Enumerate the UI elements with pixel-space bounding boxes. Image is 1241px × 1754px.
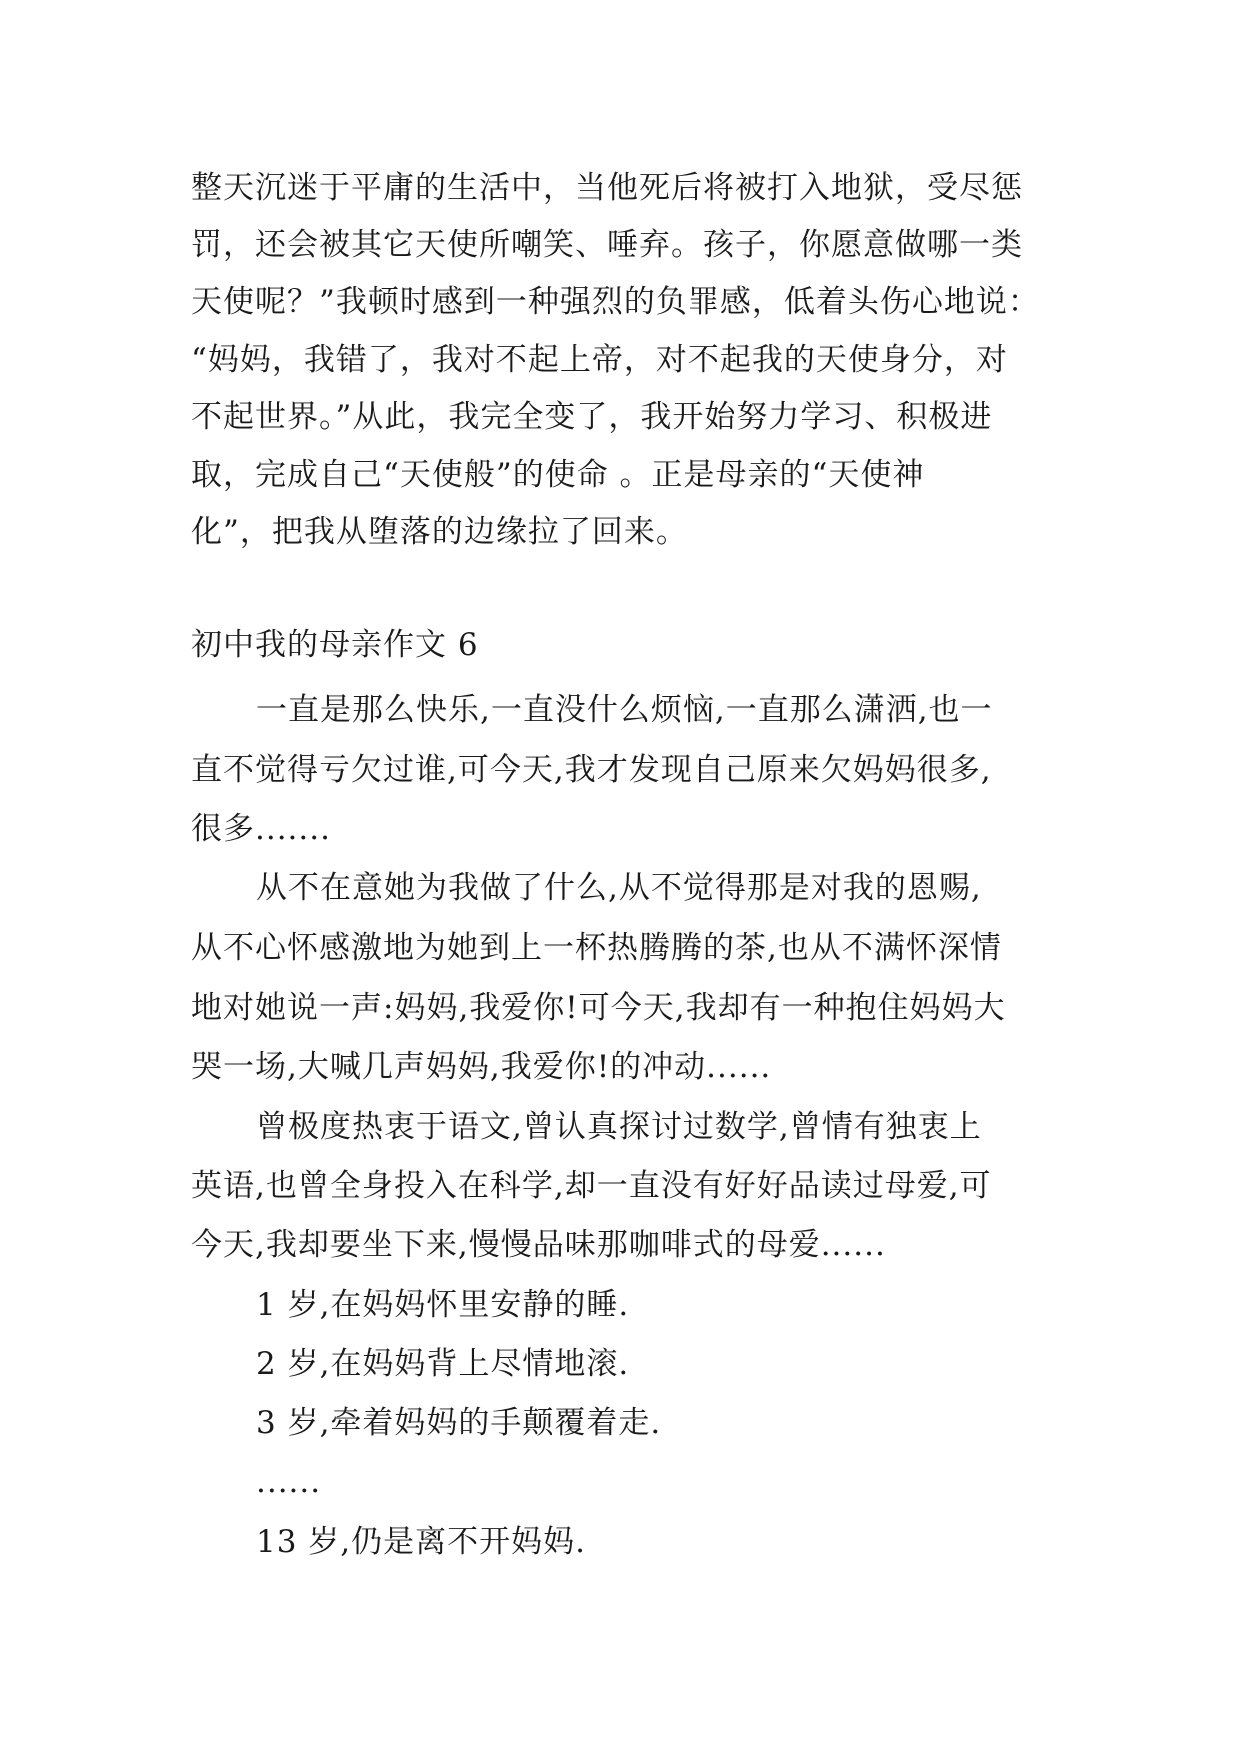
list-item: 1 岁,在妈妈怀里安静的睡. (256, 1287, 630, 1323)
list-item: 13 岁,仍是离不开妈妈. (256, 1524, 587, 1560)
text-line: “妈妈，我错了，我对不起上帝，对不起我的天使身分，对 (191, 342, 1008, 378)
text-line: 曾极度热衷于语文,曾认真探讨过数学,曾情有独衷上 (256, 1109, 982, 1145)
text-line: 哭一场,大喊几声妈妈,我爱你!的冲动...... (191, 1049, 772, 1085)
text-line: 很多....... (191, 811, 331, 847)
text-line: 天使呢？”我顿时感到一种强烈的负罪感，低着头伤心地说： (191, 284, 1040, 320)
text-line: 罚，还会被其它天使所嘲笑、唾弃。孩子，你愿意做哪一类 (191, 227, 1023, 263)
text-line: 地对她说一声:妈妈,我爱你!可今天,我却有一种抱住妈妈大 (191, 990, 1006, 1026)
text-line: 今天,我却要坐下来,慢慢品味那咖啡式的母爱...... (191, 1227, 886, 1263)
text-line: 化”，把我从堕落的边缘拉了回来。 (191, 514, 688, 550)
text-line: 取，完成自己“天使般”的使命 。正是母亲的“天使神 (191, 457, 925, 493)
text-line: 从不在意她为我做了什么,从不觉得那是对我的恩赐, (256, 870, 982, 906)
text-line: 直不觉得亏欠过谁,可今天,我才发现自己原来欠妈妈很多, (191, 752, 992, 788)
text-line: 一直是那么快乐,一直没什么烦恼,一直那么潇洒,也一 (256, 692, 993, 728)
list-item: 2 岁,在妈妈背上尽情地滚. (256, 1346, 630, 1382)
text-line: 整天沉迷于平庸的生活中，当他死后将被打入地狱，受尽惩 (191, 170, 1023, 206)
text-line: 不起世界。”从此，我完全变了，我开始努力学习、积极进 (191, 399, 993, 435)
list-item: 3 岁,牵着妈妈的手颠覆着走. (256, 1405, 662, 1441)
text-line: 从不心怀感激地为她到上一杯热腾腾的茶,也从不满怀深情 (191, 930, 1002, 966)
text-line: 英语,也曾全身投入在科学,却一直没有好好品读过母爱,可 (191, 1168, 992, 1204)
section-title: 初中我的母亲作文 6 (191, 627, 479, 663)
list-item: ...... (256, 1464, 322, 1500)
